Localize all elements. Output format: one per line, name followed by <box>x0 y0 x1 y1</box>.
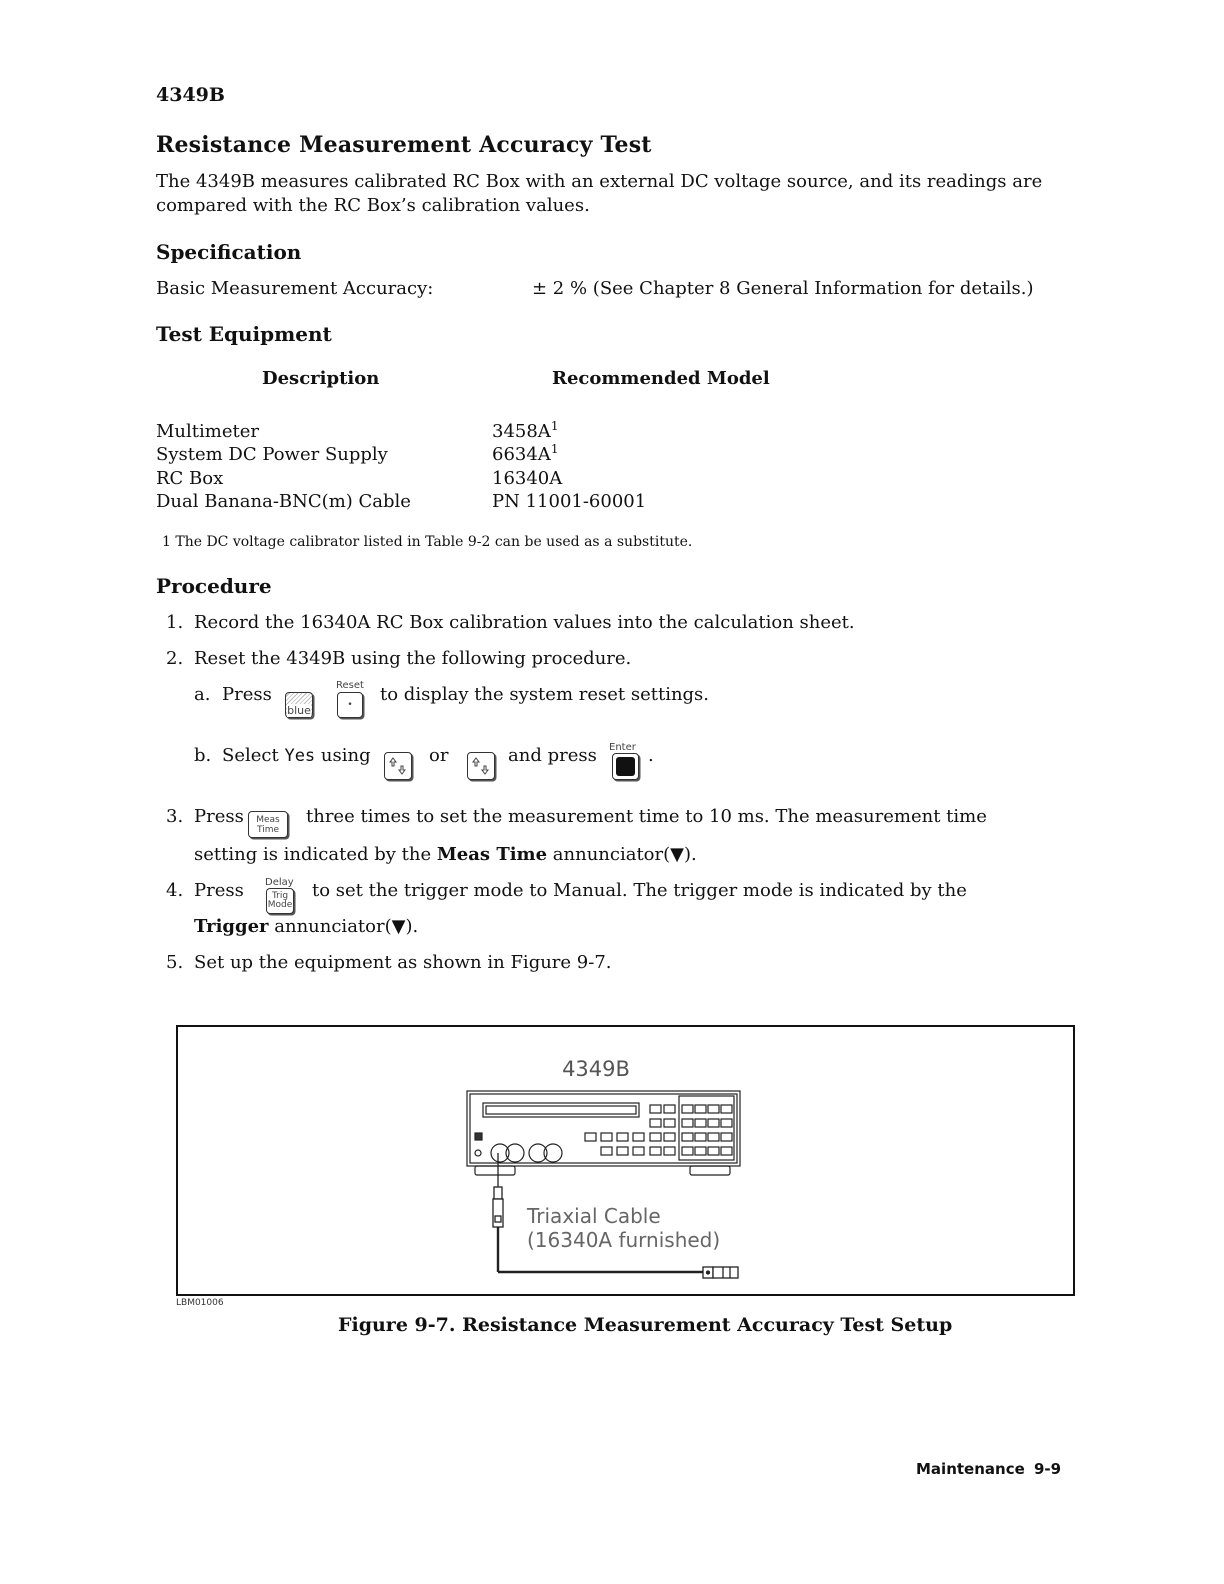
step-number: 1. <box>166 612 184 633</box>
blue-key[interactable] <box>285 692 313 718</box>
equipment-description: RC Box <box>156 468 224 489</box>
equipment-row <box>156 444 388 465</box>
col-recommended-model: Recommended Model <box>552 368 770 389</box>
step-1-text: Record the 16340A RC Box calibration values into the calculation sheet. <box>194 612 855 633</box>
down-up-arrow-icon <box>470 755 492 777</box>
intro-paragraph: The 4349B measures calibrated RC Box with an external DC voltage source, and its readings are compared with the RC Box’s calibration values. <box>156 171 1043 216</box>
test-equipment-heading: Test Equipment <box>156 322 332 346</box>
spec-label: Basic Measurement Accuracy: <box>156 278 434 299</box>
equipment-model: 16340A <box>492 468 563 489</box>
reset-key[interactable]: • <box>337 692 363 718</box>
equipment-model: $3458A^1$ <box>492 419 559 442</box>
delay-key-label: Delay <box>265 877 294 888</box>
equipment-row <box>156 468 223 489</box>
enter-key-face <box>616 757 635 776</box>
setup-diagram <box>178 1027 1073 1294</box>
specification-heading: Specification <box>156 240 302 264</box>
down-arrow-key[interactable] <box>467 752 495 780</box>
equipment-description: System DC Power Supply <box>156 444 388 465</box>
footnote-marker: 1 <box>550 442 559 456</box>
step-number: 4. <box>166 880 184 901</box>
step-2b-period: . <box>648 745 654 766</box>
step-2b-and-press: and press <box>508 745 597 766</box>
step-3-press: Press <box>194 806 244 827</box>
step-4-press: Press <box>194 880 244 901</box>
section-title: Resistance Measurement Accuracy Test <box>156 132 652 158</box>
footer-page-number: 9-9 <box>1034 1460 1062 1478</box>
step-2a-text: to display the system reset settings. <box>380 684 710 705</box>
trig-mode-key[interactable]: Trig Mode <box>266 888 294 914</box>
equipment-model: $6634A^1$ <box>492 442 559 465</box>
substep-letter: a. <box>194 684 211 705</box>
step-2b-or: or <box>429 745 449 766</box>
up-arrow-key[interactable] <box>384 752 412 780</box>
cable-label-2: (16340A furnished) <box>527 1228 721 1252</box>
meas-time-key[interactable]: Meas Time <box>248 811 288 838</box>
figure-caption: Figure 9-7. Resistance Measurement Accuracy Test Setup <box>338 1314 953 1336</box>
step-number: 5. <box>166 952 184 973</box>
meas-time-annunciator: Meas Time <box>436 844 548 865</box>
yes-option: Yes <box>284 746 316 766</box>
step-number: 2. <box>166 648 184 669</box>
substep-letter: b. <box>194 745 212 766</box>
table-footnote: 1 The DC voltage calibrator listed in Table 9-2 can be used as a substitute. <box>162 534 693 550</box>
step-3-line-2: setting is indicated by the Meas Time annunciator(▼). <box>194 844 697 865</box>
step-2a-press: Press <box>222 684 272 705</box>
equipment-model: PN 11001-60001 <box>492 491 647 512</box>
blue-key-label: blue <box>287 703 311 717</box>
footer-section: Maintenance <box>916 1460 1025 1478</box>
spec-value: ± 2 % (See Chapter 8 General Information for details.) <box>532 278 1034 299</box>
equipment-description: Dual Banana-BNC(m) Cable <box>156 491 411 512</box>
step-3-text: three times to set the measurement time to 10 ms. The measurement time <box>306 806 987 827</box>
figure-frame <box>176 1025 1075 1296</box>
step-4-text: to set the trigger mode to Manual. The trigger mode is indicated by the <box>312 880 967 901</box>
device-label: 4349B <box>562 1057 630 1081</box>
procedure-heading: Procedure <box>156 574 272 598</box>
equipment-row <box>156 421 259 442</box>
footnote-marker: 1 <box>550 419 559 433</box>
reset-key-label: Reset <box>336 680 364 691</box>
trigger-annunciator: Trigger <box>194 916 269 937</box>
equipment-description: Multimeter <box>156 421 259 442</box>
page-header-model: 4349B <box>156 84 225 106</box>
step-4-line-2: Trigger annunciator(▼). <box>194 916 419 937</box>
step-number: 3. <box>166 806 184 827</box>
up-down-arrow-icon <box>387 755 409 777</box>
figure-id: LBM01006 <box>176 1298 224 1308</box>
cable-label-1: Triaxial Cable <box>527 1204 661 1228</box>
equipment-row <box>156 491 411 512</box>
enter-key-label: Enter <box>609 742 636 753</box>
instrument-4349b <box>467 1091 740 1175</box>
step-5-text: Set up the equipment as shown in Figure 9-7. <box>194 952 612 973</box>
enter-key[interactable] <box>612 753 639 780</box>
step-2-text: Reset the 4349B using the following procedure. <box>194 648 632 669</box>
step-2b-select: Select Yes using <box>222 745 371 766</box>
col-description: Description <box>262 368 380 389</box>
